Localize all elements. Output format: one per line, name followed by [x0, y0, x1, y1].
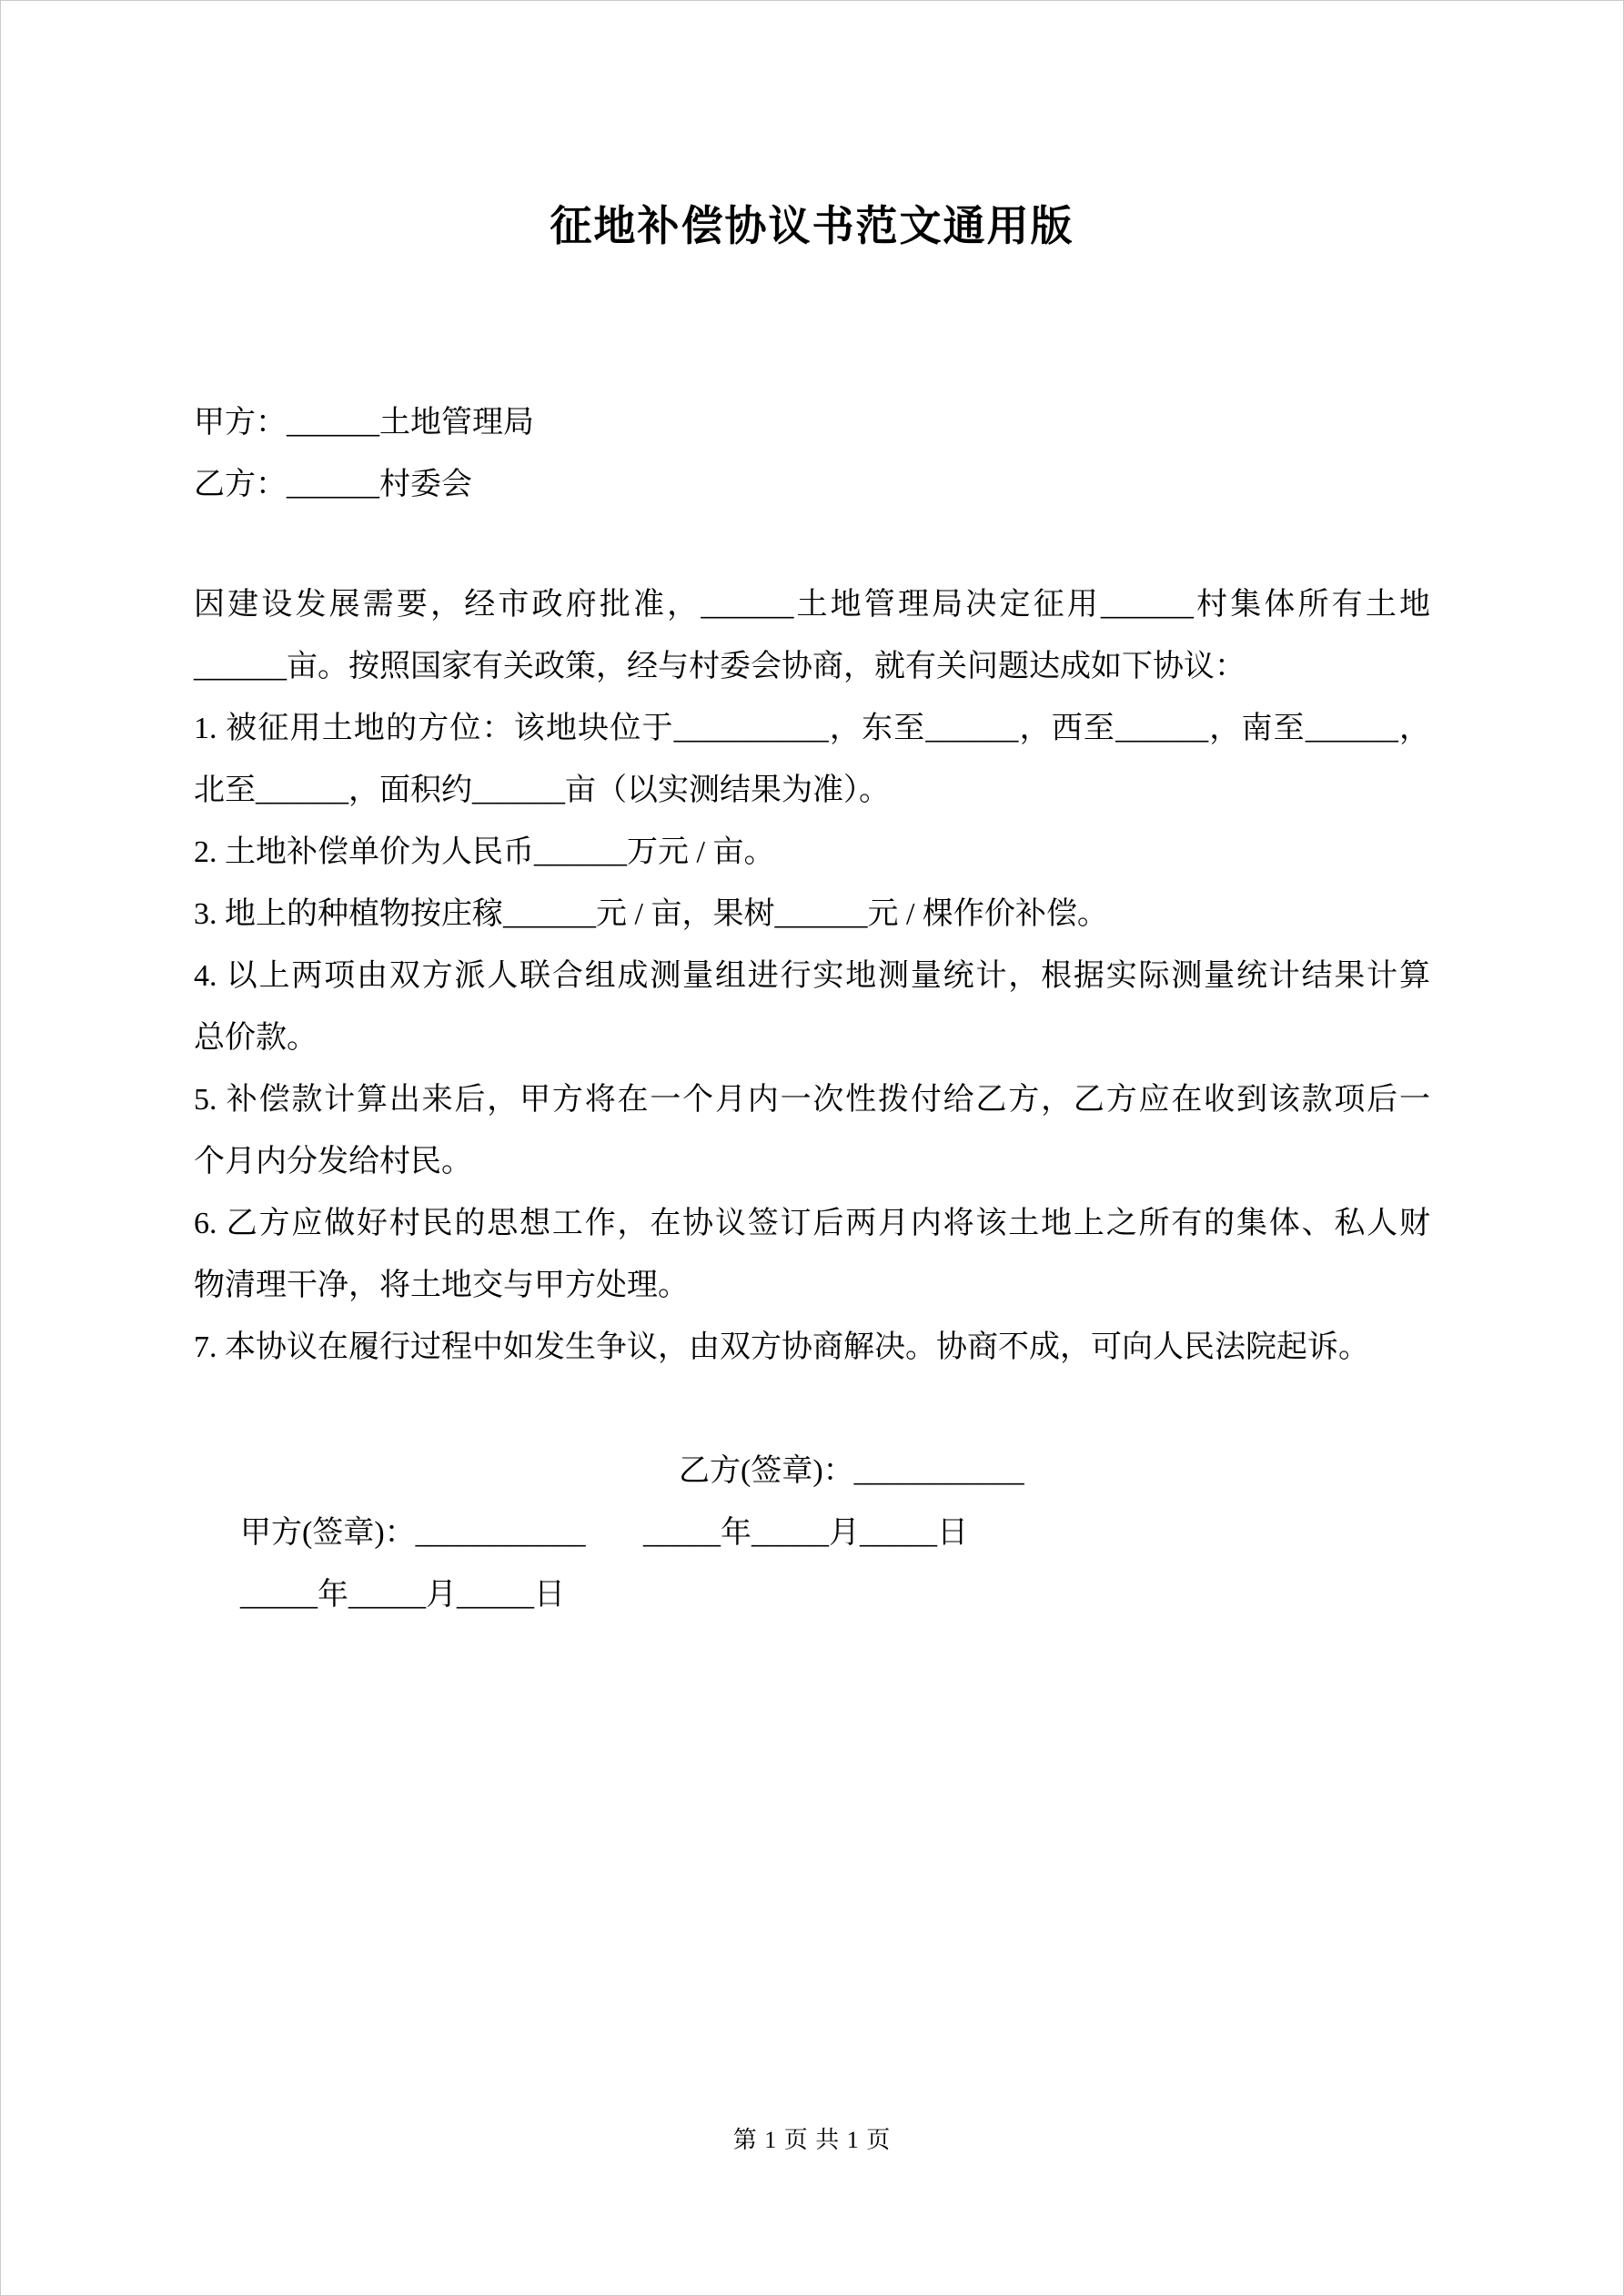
body-line: 物清理干净，将土地交与甲方处理。	[194, 1269, 689, 1302]
page-number-footer: 第 1 页 共 1 页	[732, 2127, 892, 2153]
body-line: 2. 土地补偿单价为人民币______万元 / 亩。	[194, 835, 775, 869]
body-line: 北至______，面积约______亩（以实测结果为准）。	[194, 774, 890, 807]
body-line: 5. 补偿款计算出来后，甲方将在一个月内一次性拨付给乙方，乙方应在收到该款项后一	[194, 1083, 1430, 1117]
party-a-date-line: _____年_____月_____日	[240, 1578, 565, 1612]
body-line: 7. 本协议在履行过程中如发生争议，由双方协商解决。协商不成，可向人民法院起诉。	[194, 1330, 1369, 1364]
body-line: 因建设发展需要，经市政府批准，______土地管理局决定征用______村集体所有土地	[194, 588, 1430, 622]
body-line: 总价款。	[194, 1021, 318, 1055]
body-line: ______亩。按照国家有关政策，经与村委会协商，就有关问题达成如下协议：	[194, 650, 1246, 683]
document-content	[194, 201, 1430, 1612]
body-line: 4. 以上两项由双方派人联合组成测量组进行实地测量统计，根据实际测量统计结果计算	[194, 959, 1430, 993]
party-a-line: 甲方：______土地管理局	[194, 406, 534, 440]
date-row	[194, 1502, 1430, 1612]
body-line: 6. 乙方应做好村民的思想工作，在协议签订后两月内将该土地上之所有的集体、私人财	[194, 1207, 1430, 1240]
party-b-date-line: _____年_____月_____日	[643, 1516, 968, 1550]
party-b-line: 乙方：______村委会	[194, 468, 472, 501]
body-line: 1. 被征用土地的方位：该地块位于__________，东至______，西至______，南至______，	[194, 712, 1430, 745]
party-a-signature-label: 甲方(签章)：___________	[240, 1516, 586, 1550]
body-line: 个月内分发给村民。	[194, 1145, 472, 1178]
page-title: 征地补偿协议书范文通用版	[550, 203, 1074, 249]
agreement-body	[194, 574, 1430, 1379]
body-line: 3. 地上的种植物按庄稼______元 / 亩，果树______元 / 棵作价补偿。	[194, 897, 1108, 931]
party-b-signature-label: 乙方(签章)：___________	[679, 1454, 1024, 1488]
parties-block	[194, 392, 1430, 516]
